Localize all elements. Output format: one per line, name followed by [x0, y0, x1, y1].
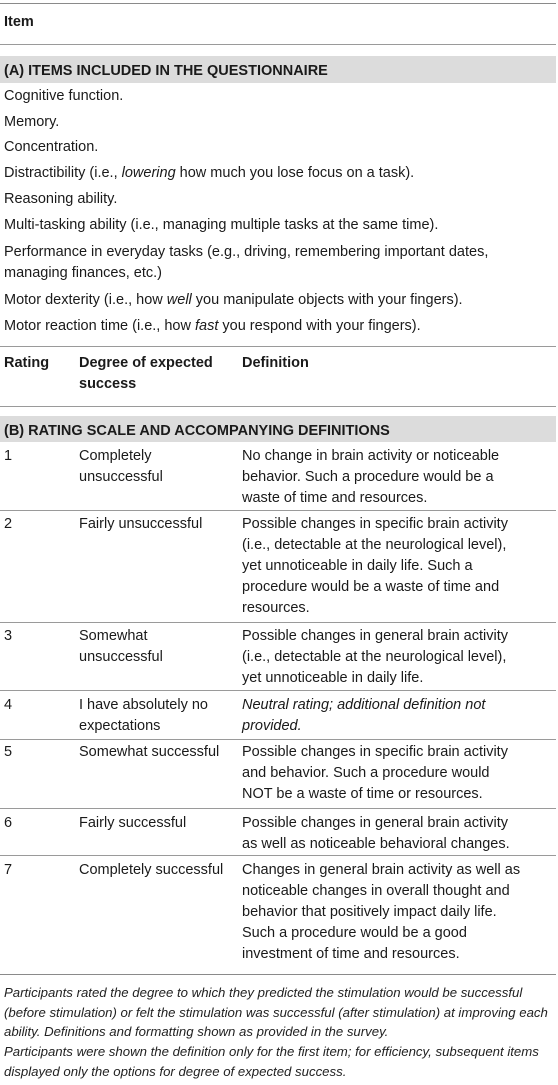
definition-cell: No change in brain activity or noticeable behavior. Such a procedure would be a waste of time and resources.	[242, 448, 500, 506]
rating-cell: 3	[4, 628, 13, 644]
footnote-1: Participants rated the degree to which they predicted the stimulation would be successful (before stimulation) or felt the stimulation was successful (after stimulation) at improving each ability. Definitions and formatting shown as provided in the survey.	[4, 985, 548, 1039]
header-rule	[0, 44, 556, 45]
item-row: Cognitive function.	[4, 88, 124, 104]
degree-cell: Fairly unsuccessful	[79, 516, 203, 532]
section-a-title: (A) ITEMS INCLUDED IN THE QUESTIONNAIRE	[4, 63, 328, 79]
row-rule	[0, 690, 556, 691]
definition-cell: Possible changes in specific brain activity (i.e., detectable at the neurological level), yet unnoticeable in daily life. Such a procedure would be a waste of time and resources.	[242, 516, 508, 616]
rating-cell: 6	[4, 815, 13, 831]
row-rule	[0, 808, 556, 809]
degree-cell: Somewhat successful	[79, 744, 220, 760]
rule	[0, 406, 556, 407]
row-rule	[0, 739, 556, 740]
rating-cell: 2	[4, 516, 13, 532]
definition-cell: Possible changes in general brain activity (i.e., detectable at the neurological level), yet unnoticeable in daily life.	[242, 628, 508, 686]
rating-cell: 4	[4, 697, 13, 713]
item-row: Multi-tasking ability (i.e., managing multiple tasks at the same time).	[4, 217, 439, 233]
degree-cell: Completely unsuccessful	[79, 448, 163, 485]
row-rule	[0, 510, 556, 511]
item-row: Memory.	[4, 114, 60, 130]
definition-cell: Changes in general brain activity as well as noticeable changes in overall thought and behavior that positively impact daily life. Such a procedure would be a good investment of time and resources.	[242, 862, 521, 962]
definition-cell: Possible changes in general brain activity as well as noticeable behavioral changes.	[242, 815, 510, 852]
degree-cell: Completely successful	[79, 862, 224, 878]
column-header-definition: Definition	[242, 355, 309, 371]
section-b-title: (B) RATING SCALE AND ACCOMPANYING DEFINITIONS	[4, 423, 390, 439]
rating-cell: 5	[4, 744, 13, 760]
column-header-degree: Degree of expected	[79, 355, 213, 371]
item-row: Performance in everyday tasks (e.g., driving, remembering important dates,	[4, 244, 489, 260]
rating-cell: 1	[4, 448, 13, 464]
column-header-rating: Rating	[4, 355, 50, 371]
item-row-continued: managing finances, etc.)	[4, 265, 162, 281]
top-rule	[0, 3, 556, 4]
item-row: Distractibility (i.e., lowering how much you lose focus on a task).	[4, 165, 415, 181]
header-item: Item	[4, 14, 34, 30]
definition-cell: Possible changes in specific brain activity and behavior. Such a procedure would NOT be a waste of time or resources.	[242, 744, 508, 802]
footnote-2: Participants were shown the definition only for the first item; for efficiency, subsequent items displayed only the options for degree of expected success.	[4, 1044, 539, 1079]
row-rule	[0, 622, 556, 623]
item-row: Concentration.	[4, 139, 99, 155]
bottom-rule	[0, 974, 556, 975]
section-a-band	[0, 56, 556, 83]
definition-cell: Neutral rating; additional definition not provided.	[242, 697, 486, 734]
item-row: Reasoning ability.	[4, 191, 118, 207]
section-b-band	[0, 416, 556, 442]
row-rule	[0, 855, 556, 856]
rating-cell: 7	[4, 862, 13, 878]
degree-cell: Somewhat unsuccessful	[79, 628, 163, 665]
degree-cell: I have absolutely no expectations	[79, 697, 208, 734]
rule	[0, 346, 556, 347]
item-row: Motor reaction time (i.e., how fast you respond with your fingers).	[4, 318, 421, 334]
degree-cell: Fairly successful	[79, 815, 187, 831]
item-row: Motor dexterity (i.e., how well you manipulate objects with your fingers).	[4, 292, 463, 308]
column-header-degree-continued: success	[79, 376, 137, 392]
